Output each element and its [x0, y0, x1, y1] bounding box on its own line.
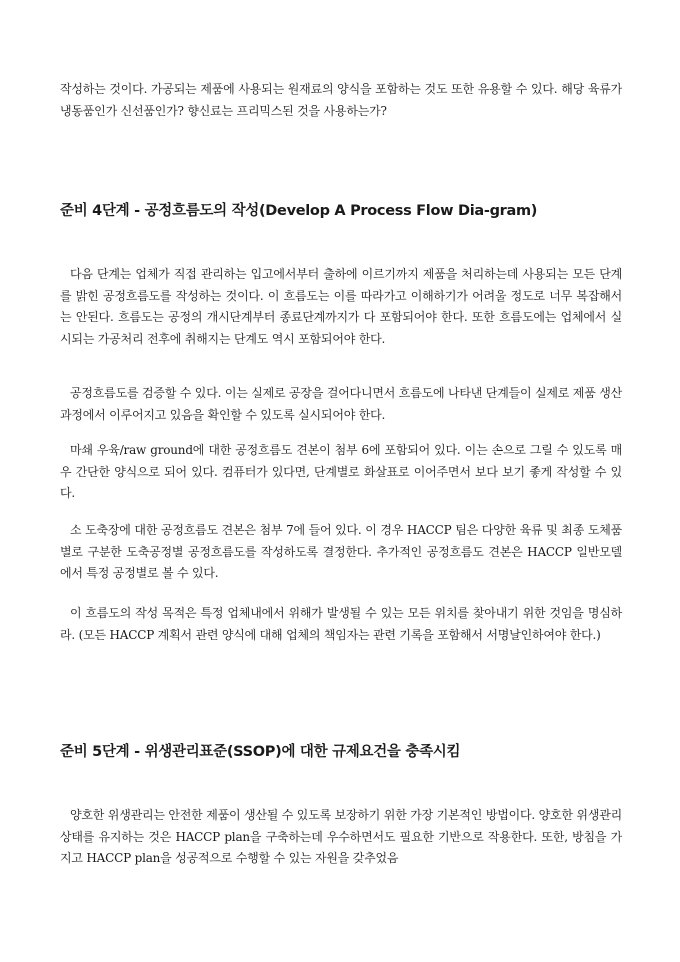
intro-section: [60, 79, 622, 122]
step4-para-5-wrap: [60, 603, 622, 646]
step5-heading-wrap: [60, 742, 622, 762]
step4-heading: 준비 4단계 - 공정흐름도의 작성(Develop A Process Flow Dia-gram): [60, 203, 538, 219]
step5-heading: 준비 5단계 - 위생관리표준(SSOP)에 대한 규제요건을 충족시킴: [60, 744, 461, 760]
step4-paragraph-5: 이 흐름도의 작성 목적은 특정 업체내에서 위해가 발생될 수 있는 모든 위치를 찾아내기 위한 것임을 명심하라. (모든 HACCP 계획서 관련 양식에 대해 업체의 책임자는 관련 기록을 포함해서 서명날인하여야 한다.): [60, 606, 622, 642]
step4-paragraph-1: 다음 단계는 업체가 직접 관리하는 입고에서부터 출하에 이르기까지 제품을 처리하는데 사용되는 모든 단계를 밝힌 공정흐름도를 작성하는 것이다. 이 흐름도는 이를 따라가고 이해하기가 어려울 정도로 너무 복잡해서는 안된다. 흐름도는 공정의 개시단계부터 종료단계까지가 다 포함되어야 한다. 또한 흐름도에는 업체에서 실시되는 가공처리 전후에 취해지는 단계도 역시 포함되어야 한다.: [60, 267, 622, 346]
step4-heading-wrap: [60, 201, 622, 221]
step4-paragraph-4: 소 도축장에 대한 공정흐름도 견본은 첨부 7에 들어 있다. 이 경우 HACCP 팀은 다양한 육류 및 최종 도체품별로 구분한 도축공정별 공정흐름도를 작성하도록 결정한다. 추가적인 공정흐름도 견본은 HACCP 일반모델에서 특정 공정별로 볼 수 있다.: [60, 523, 622, 580]
step4-para-3-wrap: [60, 440, 622, 505]
intro-paragraph: 작성하는 것이다. 가공되는 제품에 사용되는 원재료의 양식을 포함하는 것도 또한 유용할 수 있다. 해당 육류가 냉동품인가 신선품인가? 향신료는 프리믹스된 것을 사용하는가?: [60, 82, 622, 118]
step4-para-2-wrap: [60, 383, 622, 426]
step4-paragraph-3: 마쇄 우육/raw ground에 대한 공정흐름도 견본이 첨부 6에 포함되어 있다. 이는 손으로 그릴 수 있도록 매우 간단한 양식으로 되어 있다. 컴퓨터가 있다면, 단계별로 화살표로 이어주면서 보다 보기 좋게 작성할 수 있다.: [60, 443, 622, 500]
step5-para-1-wrap: [60, 805, 622, 870]
step4-para-1-wrap: [60, 264, 622, 350]
step5-paragraph-1: 양호한 위생관리는 안전한 제품이 생산될 수 있도록 보장하기 위한 가장 기본적인 방법이다. 양호한 위생관리 상태를 유지하는 것은 HACCP plan을 구축하는데 우수하면서도 필요한 기반으로 작용한다. 또한, 방침을 가지고 HACCP plan을 성공적으로 수행할 수 있는 자원을 갖추었음: [60, 808, 622, 865]
step4-para-4-wrap: [60, 520, 622, 585]
step4-paragraph-2: 공정흐름도를 검증할 수 있다. 이는 실제로 공장을 걸어다니면서 흐름도에 나타낸 단계들이 실제로 제품 생산과정에서 이루어지고 있음을 확인할 수 있도록 실시되어야 한다.: [60, 386, 622, 422]
